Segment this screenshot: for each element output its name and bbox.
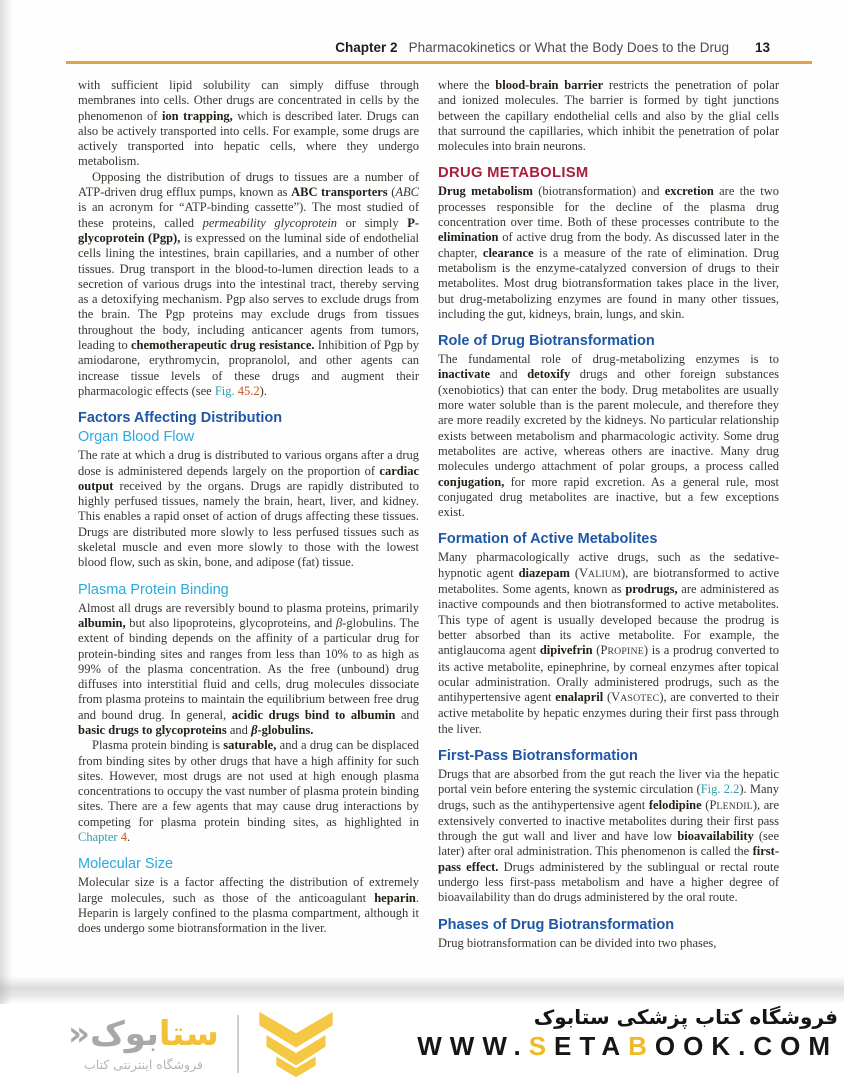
chapter-title: Pharmacokinetics or What the Body Does to the Drug <box>408 40 729 55</box>
subsection-heading: Molecular Size <box>78 856 174 873</box>
wordmark-guillemet: « <box>68 1014 90 1055</box>
setabook-url <box>417 1031 838 1062</box>
wordmark-gray-part: بوک <box>89 1014 159 1055</box>
page-header <box>66 40 770 55</box>
body-paragraph: where the blood-brain barrier restricts the penetration of polar and ionized molecules. The barrier is formed by tight junctions between the capillary endothelial cells and also by the glial cells that surround the capillaries, which inhibit the penetration of polar molecules into brain neurons. <box>438 78 779 154</box>
section-heading: Factors Affecting Distribution <box>78 410 283 427</box>
body-paragraph: The rate at which a drug is distributed to various organs after a drug dose is administered depends largely on the proportion of cardiac output received by the organs. Drugs are rapidly distributed to highly perfused tissues, namely the brain, heart, liver, and kidney. This enables a rapid onset of action of drugs affecting these tissues. Drugs are distributed more slowly to less perfused tissues such as skeletal muscle and even more slowly to those with the lowest blood flow, such as skin, bone, and adipose (fat) tissue. <box>78 448 419 570</box>
body-paragraph: Almost all drugs are reversibly bound to plasma proteins, primarily albumin, but also lipoproteins, glycoproteins, and β-globulins. The extent of binding depends on the affinity of a particular drug for protein-binding sites and ranges from less than 10% to as high as 99% of the plasma concentration. As the free (unbound) drug diffuses into interstitial fluid and cells, drug molecules dissociate from plasma proteins to maintain the equilibrium between free drug and bound drug. In general, acidic drugs bind to albumin and basic drugs to glycoproteins and β-globulins. <box>78 600 420 737</box>
body-paragraph: Opposing the distribution of drugs to tissues are a number of ATP-driven drug efflux pumps, known as ABC transporters (ABC is an acronym for “ATP-binding cassette”). The most studied of these proteins, called permeability glycoprotein or simply P-glycoprotein (Pgp), is expressed on the luminal side of endothelial cells lining the intestines, brain capillaries, and a number of other tissues. Drug transport in the blood-to-lumen direction leads to a secretion of various drugs into the intestinal tract, thereby serving as a detoxifying mechanism. Pgp also serves to exclude drugs from the brain. The Pgp proteins may exclude drugs from tissues throughout the body, including anticancer agents from tumors, leading to chemotherapeutic drug resistance. Inhibition of Pgp by amiodarone, erythromycin, propranolol, and other agents can increase tissue levels of these drugs and augment their pharmacologic effects (see Fig. 45.2). <box>78 169 420 398</box>
logo-caption: فروشگاه اینترنتی کتاب <box>84 1056 203 1072</box>
url-letter-group: ETA <box>554 1031 629 1061</box>
main-section-heading: DRUG METABOLISM <box>438 165 589 182</box>
scan-left-shadow <box>0 0 12 1005</box>
scan-bottom-shadow <box>0 976 844 1003</box>
section-heading: First-Pass Biotransformation <box>438 747 638 764</box>
body-paragraph: Many pharmacologically active drugs, such as the sedative-hypnotic agent diazepam (VALIUM), are biotransformed to active metabolites. Some agents, known as prodrugs, are administered as inactive compounds and then biotransformed to active metabolites. This type of agent is usually developed because the prodrug is better absorbed than its active metabolite. For example, the antiglaucoma agent dipivefrin (PROPINE) is a prodrug converted to its active metabolite, epinephrine, by corneal enzymes after topical ocular administration. Orally administered prodrugs, such as the antihypertensive agent enalapril (VASOTEC), are converted to their active metabolite by hepatic enzymes during their first pass through the liver. <box>438 550 779 736</box>
header-rule <box>66 61 812 64</box>
url-letter-group: WWW. <box>417 1031 529 1061</box>
setabook-wordmark <box>68 1016 219 1053</box>
footer-watermark <box>0 1004 844 1080</box>
body-paragraph: Drug metabolism (biotransformation) and excretion are the two processes responsible for the decline of the plasma drug concentration over time. Both of these processes contribute to the elimination of active drug from the body. As discussed later in the chapter, clearance is a measure of the rate of elimination. Drug metabolism is the enzyme-catalyzed conversion of drugs to their metabolites. Most drug biotransformation takes place in the liver, but drug-metabolizing enzymes are found in many other tissues, including the gut, kidneys, brain, lungs, and skin. <box>438 184 780 321</box>
body-paragraph: Molecular size is a factor affecting the distribution of extremely large molecules, such as those of the anticoagulant heparin. Heparin is largely confined to the plasma compartment, although it does undergo some biotransformation in the liver. <box>78 875 419 936</box>
url-letter-group: OOK.COM <box>654 1031 838 1061</box>
body-paragraph: Drug biotransformation can be divided into two phases, <box>438 935 717 950</box>
body-paragraph: with sufficient lipid solubility can simply diffuse through membranes into cells. Other drugs are concentrated in cells by the phenomenon of ion trapping, which is described later. Drugs can also be actively transported into cells. For example, some drugs are actively transported into hepatic cells, where they undergo metabolism. <box>78 78 419 169</box>
url-letter-group: B <box>628 1031 655 1061</box>
url-letter-group: S <box>528 1031 555 1061</box>
chapter-label: Chapter 2 <box>335 40 398 55</box>
logo-divider <box>237 1015 239 1073</box>
section-heading: Phases of Drug Biotransformation <box>438 916 675 933</box>
body-paragraph: Drugs that are absorbed from the gut reach the liver via the hepatic portal vein before entering the systemic circulation (Fig. 2.2). Many drugs, such as the antihypertensive agent felodipine (PLENDIL), are extensively converted to inactive metabolites during their first pass through the gut wall and liver and have low bioavailability (see later) after oral administration. This phenomenon is called the first-pass effect. Drugs administered by the sublingual or rectal route undergo less first-pass metabolism and have a higher degree of bioavailability than do drugs administered by the oral route. <box>438 766 780 905</box>
section-heading: Role of Drug Biotransformation <box>438 333 655 350</box>
setabook-logo <box>68 1010 337 1078</box>
subsection-heading: Plasma Protein Binding <box>78 581 229 598</box>
left-column <box>78 78 419 937</box>
footer-right <box>417 1005 838 1062</box>
body-paragraph: Plasma protein binding is saturable, and a drug can be displaced from binding sites by other drugs that have a high affinity for such sites. However, most drugs are not used at high enough plasma concentrations to occupy the vast number of plasma protein binding sites. There are a few agents that may cause drug interactions by competing for plasma protein binding sites, as highlighted in Chapter 4. <box>78 738 419 845</box>
setabook-chevron-icon <box>255 1010 337 1078</box>
wordmark-yellow-part: ستا <box>158 1014 219 1055</box>
bookstore-tagline: فروشگاه کتاب پزشکی ستابوک <box>533 1005 838 1029</box>
right-column <box>438 78 779 951</box>
page-number: 13 <box>754 40 770 55</box>
section-heading: Formation of Active Metabolites <box>438 531 658 548</box>
subsection-heading: Organ Blood Flow <box>78 429 195 446</box>
body-paragraph: The fundamental role of drug-metabolizing enzymes is to inactivate and detoxify drugs and other foreign substances (xenobiotics) that can enter the body. Drug metabolites are usually more water soluble than is the parent molecule, and therefore they are more readily excreted by the kidneys. No particular relationship exists between metabolism and pharmacologic activity. Some drug metabolites are active, whereas others are inactive. Many drug molecules undergo attachment of polar groups, a process called conjugation, for more rapid excretion. As a general rule, most conjugated drug metabolites are inactive, but a few exceptions exist. <box>438 352 779 520</box>
setabook-wordmark-block <box>68 1016 219 1071</box>
